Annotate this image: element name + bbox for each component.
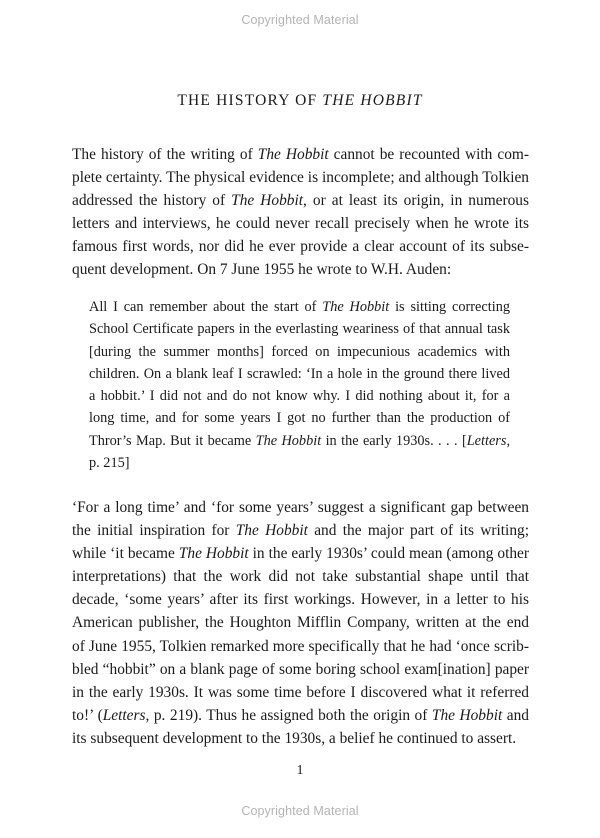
italic-title: Letters <box>102 706 146 724</box>
chapter-heading-book-title: THE HOBBIT <box>322 92 423 109</box>
text-line: All I can remember about the start of The Hobbit is sitting correcting <box>89 299 510 315</box>
italic-title: The Hobbit <box>322 299 390 315</box>
text-line: American publisher, the Houghton Mifflin Company, written at the end <box>72 614 529 632</box>
text-line: ‘For a long time’ and ‘for some years’ suggest a significant gap between <box>72 499 529 516</box>
text-line: a hobbit.’ I did not and do not know why. I did nothing about it, for a <box>89 388 510 405</box>
italic-title: Letters <box>466 432 507 449</box>
text-line: letters and interviews, he could never recall precisely when he wrote its <box>72 215 529 233</box>
body-paragraph-1 <box>72 143 529 282</box>
italic-title: The Hobbit <box>257 146 329 163</box>
chapter-heading <box>0 92 600 110</box>
italic-title: The Hobbit <box>178 545 249 563</box>
text-line: interpretations) that the work did not take substantial shape until that <box>72 568 529 586</box>
text-line: of June 1955, Tolkien remarked more specifically that he had ‘once scrib- <box>72 637 529 655</box>
text-line: Thror’s Map. But it became The Hobbit in the early 1930s. . . . [Letters, <box>89 432 511 449</box>
italic-title: The Hobbit <box>231 192 304 210</box>
copyright-watermark-bottom: Copyrighted Material <box>241 804 359 818</box>
text-line: decade, ‘some years’ after its first workings. However, in a letter to his <box>72 591 529 609</box>
italic-title: The Hobbit <box>255 432 322 449</box>
text-line: quent development. On 7 June 1955 he wrote to W.H. Auden: <box>72 261 452 279</box>
text-line: its subsequent development to the 1930s, a belief he continued to assert. <box>72 729 517 747</box>
text-line: The history of the writing of The Hobbit cannot be recounted with com- <box>72 146 530 163</box>
text-line: in the early 1930s. It was some time before I discovered what it referred <box>72 683 529 701</box>
text-line: [during the summer months] forced on impecunious academics with <box>89 343 510 360</box>
italic-title: The Hobbit <box>431 706 503 724</box>
text-line: the initial inspiration for The Hobbit and the major part of its writing; <box>72 522 529 540</box>
text-line: to!’ (Letters, p. 219). Thus he assigned both the origin of The Hobbit and <box>72 706 529 724</box>
italic-title: The Hobbit <box>235 522 308 540</box>
text-line: long time, and for some years I got no further than the production of <box>89 410 510 427</box>
text-line: School Certificate papers in the everlasting weariness of that annual task <box>89 321 510 338</box>
text-line: famous first words, nor did he ever provide a clear account of its subse- <box>72 238 529 256</box>
chapter-heading-prefix: THE HISTORY OF <box>177 92 323 109</box>
copyright-watermark-top: Copyrighted Material <box>241 13 359 27</box>
page-number: 1 <box>296 763 304 778</box>
text-line: addressed the history of The Hobbit, or at least its origin, in numerous <box>72 192 529 210</box>
text-line: bled “hobbit” on a blank page of some boring school exam[ination] paper <box>72 660 529 678</box>
text-line: plete certainty. The physical evidence is incomplete; and although Tolkien <box>72 169 529 187</box>
text-line: while ‘it became The Hobbit in the early 1930s’ could mean (among other <box>72 545 529 563</box>
block-quote-auden-letter <box>89 296 510 474</box>
body-paragraph-2 <box>72 496 529 750</box>
text-line: children. On a blank leaf I scrawled: ‘In a hole in the ground there lived <box>89 365 510 382</box>
text-line: p. 215] <box>89 455 130 472</box>
